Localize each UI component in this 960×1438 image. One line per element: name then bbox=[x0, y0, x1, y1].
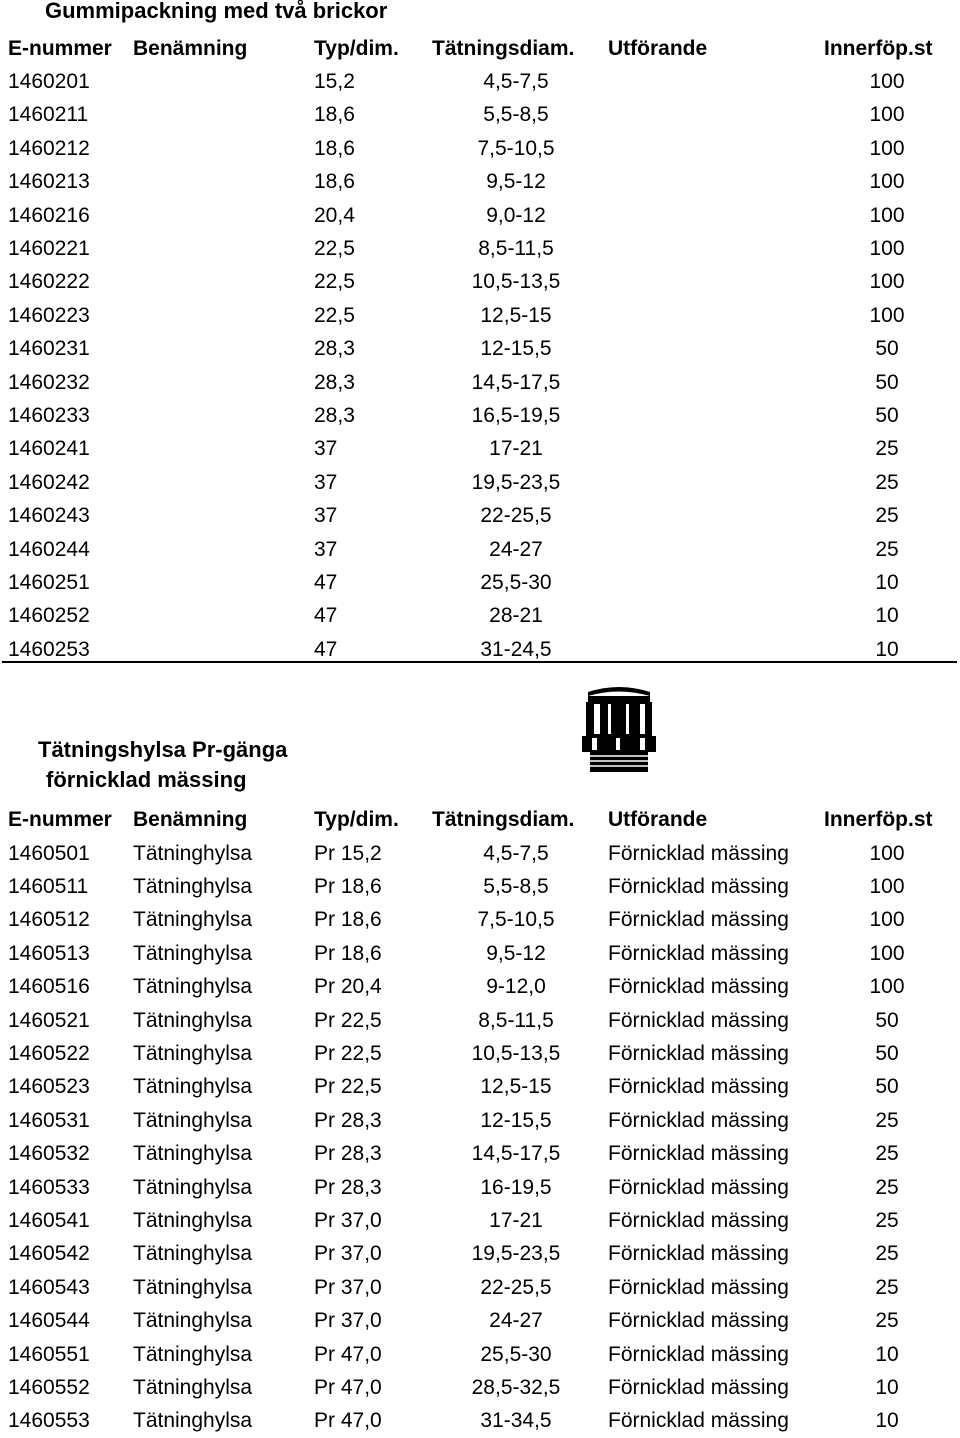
cell-enummer: 1460512 bbox=[8, 908, 90, 932]
cell-tatningsdiam: 17-21 bbox=[489, 1208, 543, 1232]
cell-utforande: Förnicklad mässing bbox=[608, 1275, 789, 1299]
cell-typdim: 18,6 bbox=[314, 170, 355, 194]
cell-tatningsdiam: 9,5-12 bbox=[486, 941, 546, 965]
cell-enummer: 1460542 bbox=[8, 1242, 90, 1266]
cell-innerfop: 10 bbox=[875, 604, 899, 628]
cell-typdim: 37 bbox=[314, 437, 338, 461]
cell-tatningsdiam: 5,5-8,5 bbox=[483, 874, 549, 898]
table-row bbox=[0, 1271, 960, 1304]
cell-innerfop: 100 bbox=[869, 874, 905, 898]
cell-innerfop: 25 bbox=[875, 1175, 899, 1199]
cell-benamning: Tätninghylsa bbox=[133, 908, 253, 932]
cell-typdim: 28,3 bbox=[314, 337, 355, 361]
col-header-tatningsdiam: Tätningsdiam. bbox=[432, 808, 575, 831]
table-row bbox=[0, 232, 960, 265]
cell-tatningsdiam: 16-19,5 bbox=[480, 1175, 552, 1199]
cell-tatningsdiam: 24-27 bbox=[489, 537, 543, 561]
cell-innerfop: 100 bbox=[869, 237, 905, 260]
cell-benamning: Tätninghylsa bbox=[133, 841, 253, 865]
cell-innerfop: 25 bbox=[875, 1208, 899, 1232]
cell-innerfop: 100 bbox=[869, 908, 905, 932]
cell-utforande: Förnicklad mässing bbox=[608, 1175, 789, 1199]
cell-typdim: 20,4 bbox=[314, 203, 355, 227]
cell-enummer: 1460501 bbox=[8, 841, 90, 865]
table-row bbox=[0, 870, 960, 903]
cell-innerfop: 25 bbox=[875, 1309, 899, 1333]
cell-typdim: 18,6 bbox=[314, 103, 355, 127]
cell-enummer: 1460211 bbox=[8, 103, 89, 127]
col-header-typdim: Typ/dim. bbox=[314, 808, 399, 831]
col-header-innerfop: Innerföp.st bbox=[824, 37, 933, 60]
cell-utforande: Förnicklad mässing bbox=[608, 1142, 789, 1166]
table-row bbox=[0, 432, 960, 465]
cell-tatningsdiam: 9-12,0 bbox=[486, 975, 546, 999]
cell-tatningsdiam: 16,5-19,5 bbox=[471, 404, 561, 427]
cell-innerfop: 10 bbox=[875, 1342, 899, 1366]
col-header-typdim: Typ/dim. bbox=[314, 37, 399, 60]
cell-benamning: Tätninghylsa bbox=[133, 1041, 253, 1065]
cell-innerfop: 100 bbox=[869, 975, 905, 999]
cell-enummer: 1460541 bbox=[8, 1208, 90, 1232]
table-row bbox=[0, 1070, 960, 1103]
cell-enummer: 1460521 bbox=[8, 1008, 90, 1032]
table-row bbox=[0, 1338, 960, 1371]
cell-enummer: 1460213 bbox=[8, 170, 90, 194]
cell-typdim: 37 bbox=[314, 504, 338, 528]
cell-tatningsdiam: 7,5-10,5 bbox=[477, 136, 555, 160]
cell-enummer: 1460544 bbox=[8, 1309, 90, 1333]
section2-title-line2: förnicklad mässing bbox=[46, 767, 247, 792]
cell-typdim: Pr 28,3 bbox=[314, 1175, 382, 1199]
table-row bbox=[0, 533, 960, 566]
cell-typdim: 37 bbox=[314, 537, 338, 561]
section1-header-row bbox=[0, 32, 960, 65]
cell-utforande: Förnicklad mässing bbox=[608, 908, 789, 932]
table-row bbox=[0, 499, 960, 532]
cell-innerfop: 50 bbox=[875, 1008, 899, 1032]
section1-title: Gummipackning med två brickor bbox=[45, 0, 388, 23]
cell-enummer: 1460241 bbox=[8, 437, 90, 461]
cell-utforande: Förnicklad mässing bbox=[608, 941, 789, 965]
cell-typdim: Pr 47,0 bbox=[314, 1375, 382, 1399]
cell-enummer: 1460233 bbox=[8, 404, 90, 427]
cell-typdim: Pr 37,0 bbox=[314, 1242, 382, 1266]
table-row bbox=[0, 98, 960, 131]
table-row bbox=[0, 1104, 960, 1137]
cell-typdim: Pr 47,0 bbox=[314, 1409, 382, 1433]
table-row bbox=[0, 970, 960, 1003]
cell-typdim: 22,5 bbox=[314, 270, 355, 294]
cell-enummer: 1460511 bbox=[8, 874, 89, 898]
cell-utforande: Förnicklad mässing bbox=[608, 1375, 789, 1399]
col-header-tatningsdiam: Tätningsdiam. bbox=[432, 37, 575, 60]
table-row bbox=[0, 399, 960, 432]
table-row bbox=[0, 599, 960, 632]
cell-typdim: Pr 20,4 bbox=[314, 975, 382, 999]
section2-title-line1: Tätningshylsa Pr-gänga bbox=[38, 737, 288, 762]
cell-tatningsdiam: 10,5-13,5 bbox=[471, 270, 561, 294]
cell-typdim: Pr 28,3 bbox=[314, 1142, 382, 1166]
cell-enummer: 1460251 bbox=[8, 571, 90, 594]
cell-typdim: Pr 37,0 bbox=[314, 1275, 382, 1299]
cell-typdim: 28,3 bbox=[314, 370, 355, 394]
cell-typdim: Pr 37,0 bbox=[314, 1309, 382, 1333]
cell-innerfop: 25 bbox=[875, 1275, 899, 1299]
cell-enummer: 1460201 bbox=[8, 70, 90, 93]
cell-typdim: 22,5 bbox=[314, 303, 355, 327]
cell-typdim: Pr 22,5 bbox=[314, 1075, 382, 1099]
col-header-utforande: Utförande bbox=[608, 37, 708, 60]
cell-enummer: 1460531 bbox=[8, 1108, 90, 1132]
cell-innerfop: 25 bbox=[875, 437, 899, 461]
table-row bbox=[0, 1204, 960, 1237]
cell-enummer: 1460222 bbox=[8, 270, 90, 294]
table-row bbox=[0, 1137, 960, 1170]
cell-innerfop: 10 bbox=[875, 1409, 899, 1433]
cell-tatningsdiam: 12,5-15 bbox=[480, 1075, 552, 1099]
cell-typdim: 28,3 bbox=[314, 404, 355, 427]
cell-utforande: Förnicklad mässing bbox=[608, 1208, 789, 1232]
table-row bbox=[0, 1304, 960, 1337]
cell-typdim: Pr 37,0 bbox=[314, 1208, 382, 1232]
cell-utforande: Förnicklad mässing bbox=[608, 1242, 789, 1266]
cell-tatningsdiam: 28-21 bbox=[489, 604, 543, 628]
table-row bbox=[0, 1371, 960, 1404]
cell-innerfop: 10 bbox=[875, 637, 899, 661]
cell-benamning: Tätninghylsa bbox=[133, 1108, 253, 1132]
cell-benamning: Tätninghylsa bbox=[133, 1208, 253, 1232]
table-row bbox=[0, 65, 960, 98]
col-header-utforande: Utförande bbox=[608, 808, 708, 831]
table-row bbox=[0, 1171, 960, 1204]
cell-enummer: 1460551 bbox=[8, 1342, 90, 1366]
cell-benamning: Tätninghylsa bbox=[133, 1242, 253, 1266]
cell-innerfop: 25 bbox=[875, 537, 899, 561]
cell-typdim: 37 bbox=[314, 470, 338, 494]
cell-utforande: Förnicklad mässing bbox=[608, 841, 789, 865]
cell-tatningsdiam: 10,5-13,5 bbox=[471, 1041, 561, 1065]
cell-typdim: Pr 28,3 bbox=[314, 1108, 382, 1132]
cell-enummer: 1460212 bbox=[8, 136, 90, 160]
cell-enummer: 1460553 bbox=[8, 1409, 90, 1433]
cell-tatningsdiam: 14,5-17,5 bbox=[471, 1142, 561, 1166]
cell-utforande: Förnicklad mässing bbox=[608, 1409, 789, 1433]
cell-innerfop: 100 bbox=[869, 841, 905, 865]
cell-utforande: Förnicklad mässing bbox=[608, 1008, 789, 1032]
cell-benamning: Tätninghylsa bbox=[133, 1008, 253, 1032]
cell-tatningsdiam: 14,5-17,5 bbox=[471, 370, 561, 394]
cell-enummer: 1460231 bbox=[8, 337, 90, 361]
cell-innerfop: 100 bbox=[869, 170, 905, 194]
cell-typdim: Pr 22,5 bbox=[314, 1041, 382, 1065]
cell-enummer: 1460252 bbox=[8, 604, 90, 628]
cell-enummer: 1460242 bbox=[8, 470, 90, 494]
cell-enummer: 1460221 bbox=[8, 237, 90, 260]
cell-typdim: 18,6 bbox=[314, 136, 355, 160]
cell-tatningsdiam: 22-25,5 bbox=[480, 504, 552, 528]
table-row bbox=[0, 366, 960, 399]
cell-typdim: 15,2 bbox=[314, 70, 355, 93]
cell-enummer: 1460216 bbox=[8, 203, 90, 227]
table-row bbox=[0, 1004, 960, 1037]
cell-utforande: Förnicklad mässing bbox=[608, 975, 789, 999]
cell-benamning: Tätninghylsa bbox=[133, 941, 253, 965]
cell-innerfop: 25 bbox=[875, 1108, 899, 1132]
cell-tatningsdiam: 5,5-8,5 bbox=[483, 103, 549, 127]
cell-utforande: Förnicklad mässing bbox=[608, 1108, 789, 1132]
cell-innerfop: 10 bbox=[875, 571, 899, 594]
cell-enummer: 1460243 bbox=[8, 504, 90, 528]
cell-innerfop: 100 bbox=[869, 103, 905, 127]
cell-innerfop: 50 bbox=[875, 1075, 899, 1099]
table-row bbox=[0, 199, 960, 232]
cell-tatningsdiam: 19,5-23,5 bbox=[471, 1242, 561, 1266]
cell-benamning: Tätninghylsa bbox=[133, 1342, 253, 1366]
cell-innerfop: 25 bbox=[875, 1242, 899, 1266]
cell-enummer: 1460513 bbox=[8, 941, 90, 965]
cell-innerfop: 25 bbox=[875, 1142, 899, 1166]
cell-tatningsdiam: 4,5-7,5 bbox=[483, 841, 549, 865]
cell-tatningsdiam: 4,5-7,5 bbox=[483, 70, 549, 93]
cell-tatningsdiam: 12-15,5 bbox=[480, 337, 552, 361]
cell-innerfop: 100 bbox=[869, 70, 905, 93]
section2-header-row bbox=[0, 803, 960, 836]
col-header-enummer: E-nummer bbox=[8, 37, 112, 60]
col-header-enummer: E-nummer bbox=[8, 808, 112, 831]
cell-innerfop: 50 bbox=[875, 370, 899, 394]
table-row bbox=[0, 937, 960, 970]
cell-utforande: Förnicklad mässing bbox=[608, 1309, 789, 1333]
table-row bbox=[0, 332, 960, 365]
cell-benamning: Tätninghylsa bbox=[133, 1309, 253, 1333]
cell-typdim: Pr 18,6 bbox=[314, 908, 382, 932]
cell-typdim: Pr 15,2 bbox=[314, 841, 382, 865]
cable-gland-icon bbox=[578, 682, 660, 774]
cell-enummer: 1460552 bbox=[8, 1375, 90, 1399]
cell-utforande: Förnicklad mässing bbox=[608, 1342, 789, 1366]
cell-benamning: Tätninghylsa bbox=[133, 1142, 253, 1166]
table-row bbox=[0, 265, 960, 298]
cell-typdim: Pr 22,5 bbox=[314, 1008, 382, 1032]
table-row bbox=[0, 566, 960, 599]
cell-tatningsdiam: 12-15,5 bbox=[480, 1108, 552, 1132]
cell-typdim: Pr 47,0 bbox=[314, 1342, 382, 1366]
cell-benamning: Tätninghylsa bbox=[133, 975, 253, 999]
cell-benamning: Tätninghylsa bbox=[133, 1375, 253, 1399]
section1-bottom-rule bbox=[2, 661, 957, 663]
cell-enummer: 1460523 bbox=[8, 1075, 90, 1099]
cell-innerfop: 10 bbox=[875, 1375, 899, 1399]
cell-typdim: 47 bbox=[314, 637, 338, 661]
cell-utforande: Förnicklad mässing bbox=[608, 1075, 789, 1099]
cell-tatningsdiam: 12,5-15 bbox=[480, 303, 552, 327]
cell-innerfop: 100 bbox=[869, 941, 905, 965]
table-row bbox=[0, 466, 960, 499]
cell-innerfop: 100 bbox=[869, 136, 905, 160]
cell-enummer: 1460244 bbox=[8, 537, 90, 561]
cell-enummer: 1460543 bbox=[8, 1275, 90, 1299]
table-row bbox=[0, 903, 960, 936]
cell-innerfop: 50 bbox=[875, 1041, 899, 1065]
table-row bbox=[0, 165, 960, 198]
table-row bbox=[0, 299, 960, 332]
cell-innerfop: 25 bbox=[875, 470, 899, 494]
cell-benamning: Tätninghylsa bbox=[133, 874, 253, 898]
table-row bbox=[0, 1037, 960, 1070]
cell-enummer: 1460532 bbox=[8, 1142, 90, 1166]
cell-innerfop: 50 bbox=[875, 337, 899, 361]
cell-tatningsdiam: 31-34,5 bbox=[480, 1409, 552, 1433]
table-row bbox=[0, 1404, 960, 1437]
cell-typdim: 47 bbox=[314, 604, 338, 628]
cell-tatningsdiam: 22-25,5 bbox=[480, 1275, 552, 1299]
cell-innerfop: 100 bbox=[869, 203, 905, 227]
cell-tatningsdiam: 8,5-11,5 bbox=[478, 1008, 554, 1032]
cell-typdim: 47 bbox=[314, 571, 338, 594]
cell-benamning: Tätninghylsa bbox=[133, 1275, 253, 1299]
cell-innerfop: 50 bbox=[875, 404, 899, 427]
cell-typdim: 22,5 bbox=[314, 237, 355, 260]
cell-tatningsdiam: 17-21 bbox=[489, 437, 543, 461]
cell-tatningsdiam: 9,0-12 bbox=[486, 203, 546, 227]
table-row bbox=[0, 837, 960, 870]
cell-tatningsdiam: 19,5-23,5 bbox=[471, 470, 561, 494]
col-header-benamning: Benämning bbox=[133, 808, 248, 831]
cell-innerfop: 100 bbox=[869, 270, 905, 294]
cell-utforande: Förnicklad mässing bbox=[608, 1041, 789, 1065]
cell-tatningsdiam: 25,5-30 bbox=[480, 1342, 552, 1366]
cell-tatningsdiam: 7,5-10,5 bbox=[477, 908, 555, 932]
cell-tatningsdiam: 31-24,5 bbox=[480, 637, 552, 661]
cell-enummer: 1460253 bbox=[8, 637, 90, 661]
cell-tatningsdiam: 24-27 bbox=[489, 1309, 543, 1333]
cell-innerfop: 100 bbox=[869, 303, 905, 327]
cell-tatningsdiam: 9,5-12 bbox=[486, 170, 546, 194]
col-header-innerfop: Innerföp.st bbox=[824, 808, 933, 831]
cell-typdim: Pr 18,6 bbox=[314, 874, 382, 898]
cell-enummer: 1460522 bbox=[8, 1041, 90, 1065]
cell-tatningsdiam: 28,5-32,5 bbox=[471, 1375, 561, 1399]
cell-tatningsdiam: 25,5-30 bbox=[480, 571, 552, 594]
table-row bbox=[0, 132, 960, 165]
col-header-benamning: Benämning bbox=[133, 37, 248, 60]
cell-enummer: 1460232 bbox=[8, 370, 90, 394]
cell-enummer: 1460533 bbox=[8, 1175, 90, 1199]
cell-utforande: Förnicklad mässing bbox=[608, 874, 789, 898]
cell-enummer: 1460223 bbox=[8, 303, 90, 327]
cell-benamning: Tätninghylsa bbox=[133, 1175, 253, 1199]
cell-innerfop: 25 bbox=[875, 504, 899, 528]
cell-tatningsdiam: 8,5-11,5 bbox=[478, 237, 554, 260]
cell-enummer: 1460516 bbox=[8, 975, 90, 999]
cell-typdim: Pr 18,6 bbox=[314, 941, 382, 965]
table-row bbox=[0, 1237, 960, 1270]
cell-benamning: Tätninghylsa bbox=[133, 1075, 253, 1099]
cell-benamning: Tätninghylsa bbox=[133, 1409, 253, 1433]
